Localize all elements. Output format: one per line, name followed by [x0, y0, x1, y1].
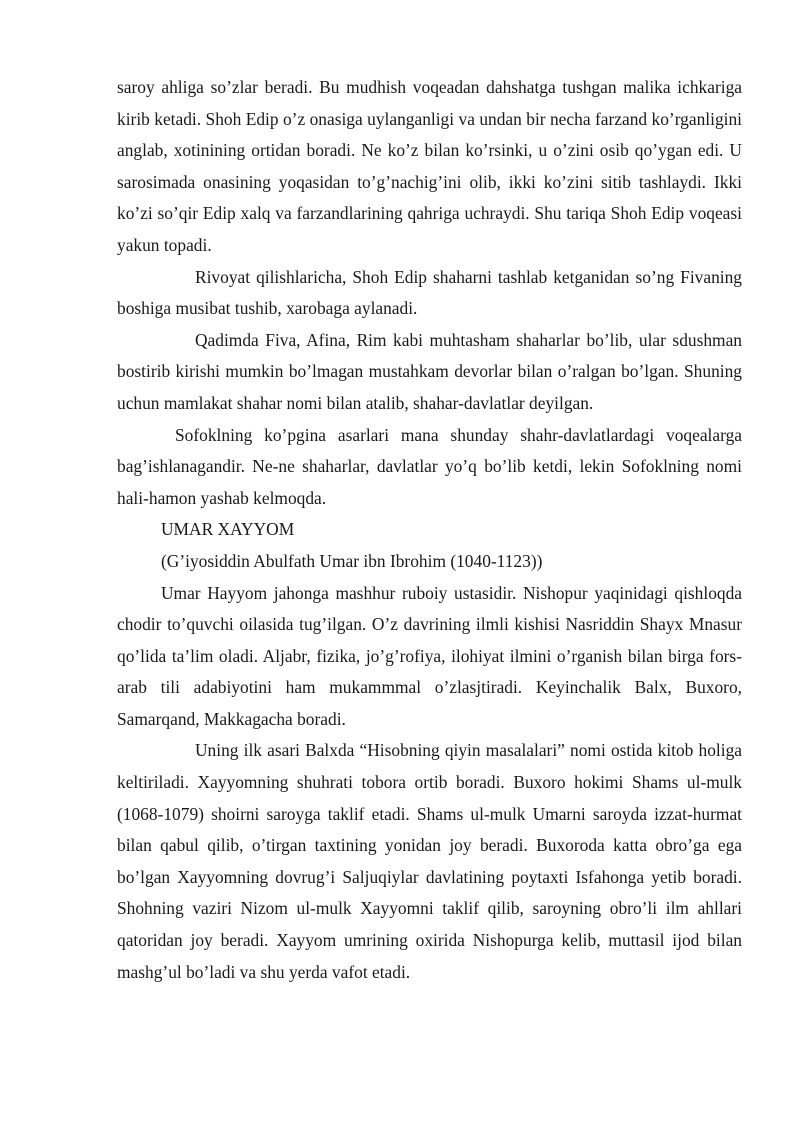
- paragraph-city-states: Qadimda Fiva, Afina, Rim kabi muhtasham shaharlar bo’lib, ular sdushman bostirib kirishi mumkin bo’lmagan mustahkam devorlar bilan o’ralgan bo’lgan. Shuning uchun mamlakat shahar nomi bilan atalib, shahar-davlatlar deyilgan.: [117, 329, 742, 413]
- section-subheading: (G’iyosiddin Abulfath Umar ibn Ibrohim (1040-1123)): [161, 550, 543, 571]
- paragraph-sophocles: Sofoklning ko’pgina asarlari mana shunday shahr-davlatlardagi voqealarga bag’ishlanagandir. Ne-ne shaharlar, davlatlar yo’q bo’lib ketdi, lekin Sofoklning nomi hali-hamon yashab kelmoqda.: [117, 424, 742, 508]
- paragraph-khayyam-works: Uning ilk asari Balxda “Hisobning qiyin masalalari” nomi ostida kitob holiga keltiriladi. Xayyomning shuhrati tobora ortib boradi. Buxoro hokimi Shams ul-mulk (1068-1079) shoirni saroyga taklif etadi. Shams ul-mulk Umarni saroyda izzat-hurmat bilan qabul qilib, o’tirgan taxtining yonidan joy beradi. Buxoroda katta obro’ga ega bo’lgan Xayyomning dovrug’i Saljuqiylar davlatining poytaxti Isfahonga yetib boradi. Shohning vaziri Nizom ul-mulk Xayyomni taklif qilib, saroyning obro’li ilm ahllari qatoridan joy beradi. Xayyom umrining oxirida Nishopurga kelib, muttasil ijod bilan mashg’ul bo’ladi va shu yerda vafot etadi.: [117, 740, 742, 982]
- paragraph-fiva-ruin: Rivoyat qilishlaricha, Shoh Edip shaharni tashlab ketganidan so’ng Fivaning boshiga musibat tushib, xarobaga aylanadi.: [117, 266, 742, 319]
- section-heading: UMAR XAYYOM: [161, 519, 295, 540]
- document-body: [117, 72, 742, 988]
- paragraph-oedipus-ending: saroy ahliga so’zlar beradi. Bu mudhish voqeadan dahshatga tushgan malika ichkariga kirib ketadi. Shoh Edip o’z onasiga uylanganligi va undan bir necha farzand ko’rganligini anglab, xotinining ortidan boradi. Ne ko’z bilan ko’rsinki, u o’zini osib qo’ygan edi. U sarosimada onasining yoqasidan to’g’nachig’ini olib, ikki ko’zini sitib tashlaydi. Ikki ko’zi so’qir Edip xalq va farzandlarining qahriga uchraydi. Shu tariqa Shoh Edip voqeasi yakun topadi.: [117, 77, 742, 255]
- paragraph-khayyam-bio: Umar Hayyom jahonga mashhur ruboiy ustasidir. Nishopur yaqinidagi qishloqda chodir to’quvchi oilasida tug’ilgan. O’z davrining ilmli kishisi Nasriddin Shayx Mnasur qo’lida ta’lim oladi. Aljabr, fizika, jo’g’rofiya, ilohiyat ilmini o’rganish bilan birga fors-arab tili adabiyotini ham mukammmal o’zlasjtiradi. Keyinchalik Balx, Buxoro, Samarqand, Makkagacha boradi.: [117, 582, 742, 729]
